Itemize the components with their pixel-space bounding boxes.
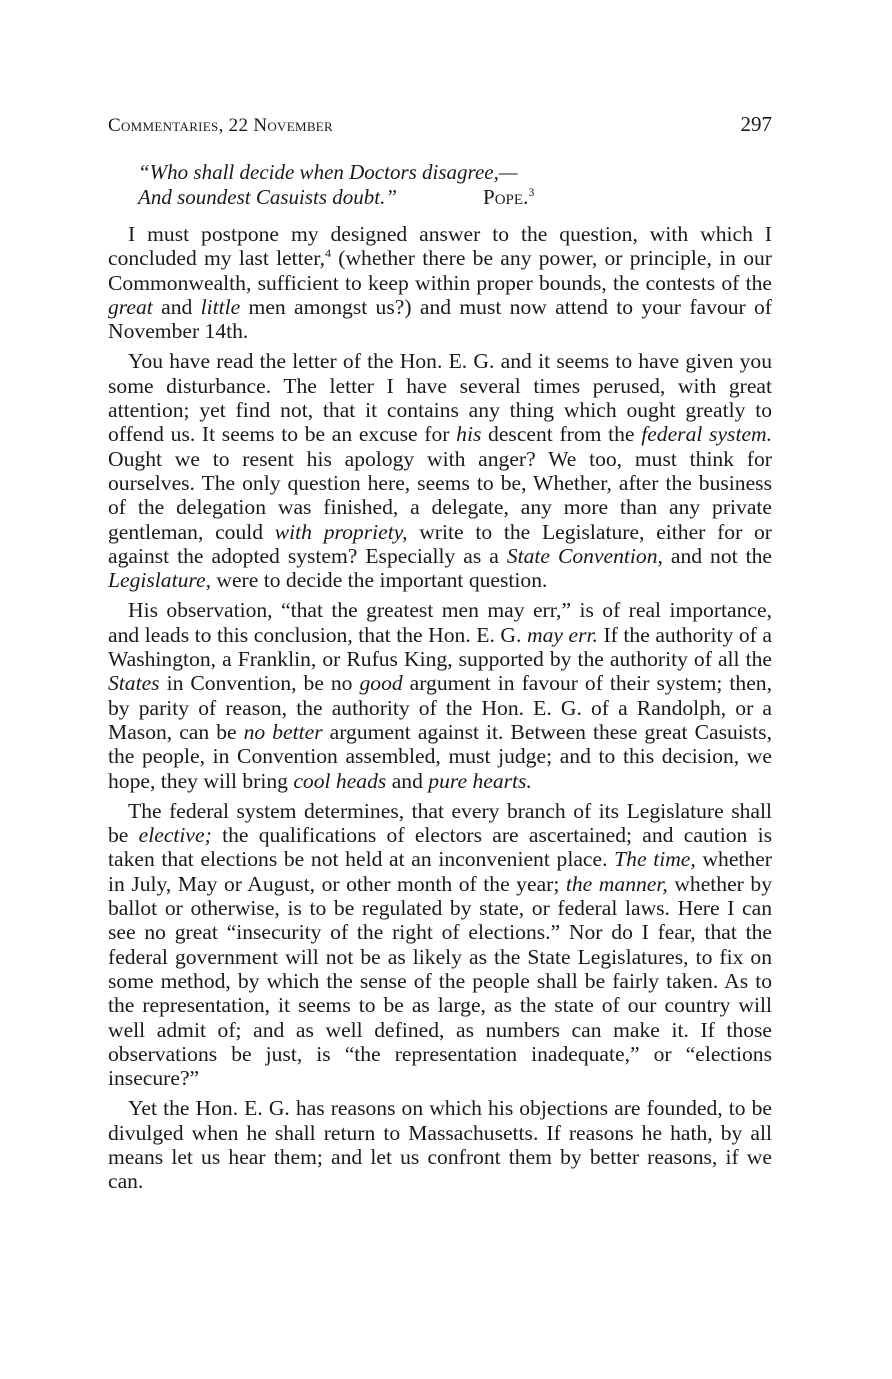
footnote-marker: 4 (325, 246, 331, 261)
italic-text: little (200, 294, 241, 319)
italic-text: may err. (526, 622, 598, 647)
text-run: men amongst us?) and must now attend to your favour of November 14th. (108, 294, 772, 344)
italic-text: the manner, (565, 871, 668, 896)
footnote-marker: 3 (528, 185, 535, 199)
italic-text: The time, (614, 847, 696, 872)
italic-text: good (359, 671, 403, 696)
paragraph (108, 799, 772, 1091)
italic-text: pure hearts. (428, 768, 532, 793)
italic-text: great (108, 294, 153, 319)
text-run: argument in favour of their system; then, by parity of reason, the authority of the Hon. E. G. of a Randolph, or a Mason, can be (108, 671, 772, 744)
text-run: His observation, “that the greatest men may err,” is of real importance, and leads to this conclusion, that the Hon. E. G. (108, 598, 772, 647)
epigraph (138, 160, 772, 210)
paragraph (108, 349, 772, 592)
epigraph-line-2: And soundest Casuists doubt.” (138, 185, 398, 209)
text-run: were to decide the important question. (210, 568, 548, 593)
text-run: If the authority of a Washington, a Franklin, or Rufus King, supported by the authority of all the (108, 622, 772, 672)
text-run: in Convention, be no (159, 671, 360, 696)
italic-text: federal system. (641, 422, 773, 447)
italic-text: State Convention, (506, 543, 663, 568)
text-run: the qualifications of electors are ascertained; and caution is taken that elections be not held at an inconvenient place. (108, 823, 772, 872)
text-run: argument against it. Between these great Casuists, the people, in Convention assembled, must judge; and to this decision, we hope, they will bring (108, 719, 772, 793)
text-run: descent from the (481, 422, 642, 447)
text-run: You have read the letter of the Hon. E. G. and it seems to have given you some disturbance. The letter I have several times perused, with great attention; yet find not, that it contains any thing which ought greatly to offend us. It seems to be an excuse for (108, 349, 772, 447)
italic-text: cool heads (293, 768, 387, 793)
paragraph (108, 222, 772, 343)
italic-text: no better (243, 719, 323, 744)
paragraph (108, 598, 772, 792)
italic-text: elective; (138, 823, 212, 848)
text-run: Yet the Hon. E. G. has reasons on which his objections are founded, to be divulged when he shall return to Massachusetts. If reasons he hath, by all means let us hear them; and let us confront them by better reasons, if we can. (108, 1096, 772, 1194)
body-text (108, 222, 772, 1194)
text-run: (whether there be any power, or principle, in our Commonwealth, sufficient to keep within proper bounds, the contests of the (108, 246, 772, 295)
text-run: and not the (662, 543, 772, 568)
text-run: I must postpone my designed answer to the question, with which I concluded my last letter, (108, 222, 772, 271)
page-header (108, 112, 772, 138)
italic-text: his (456, 422, 482, 447)
paragraph (108, 1096, 772, 1193)
text-run: and (152, 294, 201, 319)
epigraph-attribution: Pope. (483, 185, 529, 209)
italic-text: States (108, 671, 160, 696)
text-run: write to the Legislature, either for or against the adopted system? Especially as a (108, 519, 772, 568)
text-run: Ought we to resent his apology with anger? We too, must think for ourselves. The only question here, seems to be, Whether, after the business of the delegation was finished, a delegate, any more than any private gentleman, could (108, 446, 772, 544)
text-run: whether in July, May or August, or other month of the year; (108, 847, 772, 896)
page (108, 112, 772, 1200)
page-number: 297 (740, 112, 772, 136)
epigraph-line-2-row (138, 185, 772, 210)
epigraph-line-1: “Who shall decide when Doctors disagree,— (138, 160, 518, 184)
text-run: whether by ballot or otherwise, is to be regulated by state, or federal laws. Here I can see no great “insecurity of the right of elections.” Nor do I fear, that the federal government will not be as likely as the State Legislatures, to fix on some method, by which the sense of the people shall be fairly taken. As to the representation, it seems to be as large, as the state of our country will well admit of; and as well defined, as numbers can make it. If those observations be just, is “the representation inadequate,” or “elections insecure?” (108, 871, 772, 1091)
italic-text: Legislature, (108, 568, 211, 593)
running-head: Commentaries, 22 November (108, 115, 333, 136)
text-run: and (386, 768, 429, 793)
italic-text: with propriety, (274, 519, 408, 544)
text-run: The federal system determines, that every branch of its Legislature shall be (108, 798, 772, 848)
